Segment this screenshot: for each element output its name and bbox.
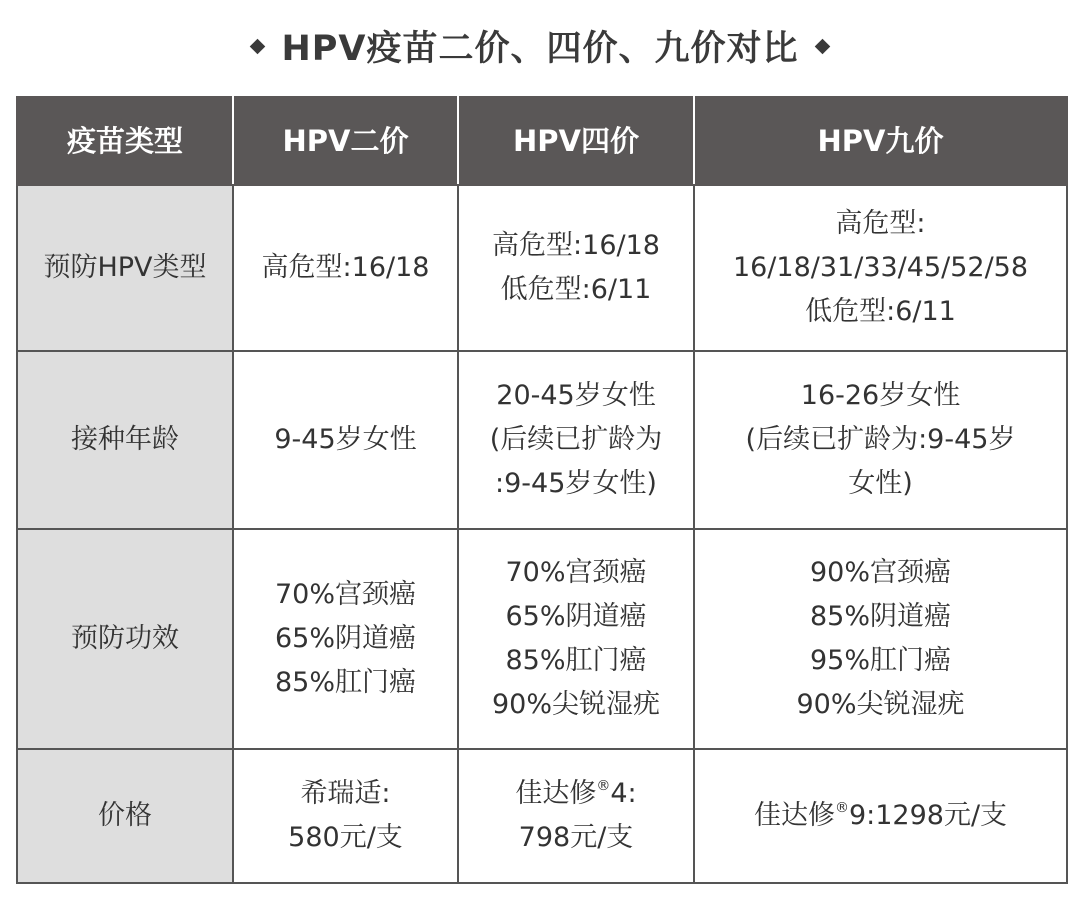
cell-line: 20-45岁女性: [496, 380, 656, 411]
cell-line: 580元/支: [288, 822, 403, 853]
cell-line: 高危型:16/18: [492, 230, 660, 261]
cell-line: 90%尖锐湿疣: [796, 689, 965, 720]
header-row: [17, 97, 1067, 185]
cell-price-quadrivalent: [458, 749, 694, 883]
cell-line: [467, 772, 685, 816]
cell-line: 85%肛门癌: [274, 667, 416, 698]
cell-line: 16-26岁女性: [800, 380, 961, 411]
cell-line: [703, 794, 1058, 838]
cell-line: 95%肛门癌: [809, 645, 951, 676]
header-quadrivalent: HPV四价: [458, 97, 694, 185]
cell-line: 798元/支: [518, 822, 634, 853]
cell-line: 85%肛门癌: [505, 645, 647, 676]
cell-types-bivalent: [233, 185, 458, 351]
cell-line: 90%宫颈癌: [809, 557, 951, 588]
cell-line: 希瑞适:: [300, 778, 391, 809]
rowhead-hpv-types: 预防HPV类型: [17, 185, 233, 351]
rowhead-efficacy: 预防功效: [17, 529, 233, 749]
cell-line: (后续已扩龄为: [489, 424, 663, 455]
cell-efficacy-nonavalent: [694, 529, 1067, 749]
cell-line: 9-45岁女性: [274, 424, 417, 455]
row-efficacy: [17, 529, 1067, 749]
brand-suffix: 9:1298元/支: [848, 800, 1008, 831]
cell-age-nonavalent: [694, 351, 1067, 529]
cell-line: :9-45岁女性): [495, 468, 657, 499]
page-title: [0, 18, 1080, 74]
cell-types-quadrivalent: [458, 185, 694, 351]
header-nonavalent: HPV九价: [694, 97, 1067, 185]
cell-line: 高危型:: [835, 208, 926, 239]
cell-line: 65%阴道癌: [505, 601, 647, 632]
row-hpv-types: [17, 185, 1067, 351]
rowhead-price: 价格: [17, 749, 233, 883]
cell-line: 16/18/31/33/45/52/58: [732, 252, 1029, 283]
cell-price-bivalent: [233, 749, 458, 883]
cell-line: 低危型:6/11: [805, 296, 956, 327]
brand-name: 佳达修: [515, 778, 597, 809]
registered-mark: ®: [596, 778, 611, 794]
cell-age-quadrivalent: [458, 351, 694, 529]
diamond-right-icon: [814, 38, 830, 54]
header-bivalent: HPV二价: [233, 97, 458, 185]
cell-line: 85%阴道癌: [809, 601, 951, 632]
comparison-table: [16, 96, 1068, 884]
cell-line: 90%尖锐湿疣: [491, 689, 660, 720]
cell-age-bivalent: [233, 351, 458, 529]
cell-efficacy-quadrivalent: [458, 529, 694, 749]
cell-line: 70%宫颈癌: [505, 557, 647, 588]
cell-line: 65%阴道癌: [274, 623, 416, 654]
cell-line: (后续已扩龄为:9-45岁: [745, 424, 1016, 455]
row-price: [17, 749, 1067, 883]
cell-line: 高危型:16/18: [261, 252, 430, 283]
row-age: [17, 351, 1067, 529]
title-text: HPV疫苗二价、四价、九价对比: [281, 29, 799, 69]
cell-price-nonavalent: [694, 749, 1067, 883]
cell-types-nonavalent: [694, 185, 1067, 351]
header-vaccine-type: 疫苗类型: [17, 97, 233, 185]
diamond-left-icon: [250, 38, 266, 54]
cell-efficacy-bivalent: [233, 529, 458, 749]
cell-line: 70%宫颈癌: [274, 579, 416, 610]
brand-suffix: 4:: [610, 778, 637, 809]
cell-line: 低危型:6/11: [500, 274, 652, 305]
cell-line: 女性): [848, 468, 913, 499]
registered-mark: ®: [834, 800, 849, 816]
rowhead-age: 接种年龄: [17, 351, 233, 529]
brand-name: 佳达修: [753, 800, 835, 831]
